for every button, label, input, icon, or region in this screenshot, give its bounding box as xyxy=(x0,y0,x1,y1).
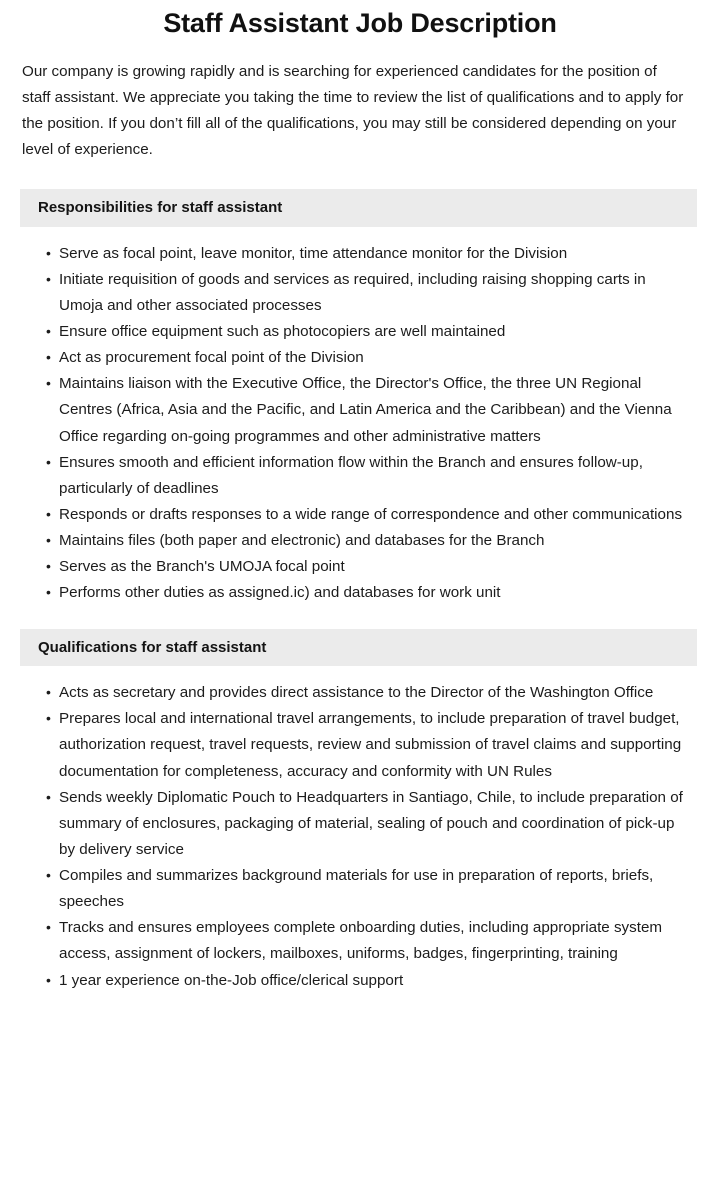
list-item: • Sends weekly Diplomatic Pouch to Headquarters in Santiago, Chile, to include preparation of summary of enclosures, packaging of material, sealing of pouch and coordination of pick-up by delivery service xyxy=(46,785,690,863)
list-item: • Act as procurement focal point of the Division xyxy=(46,345,690,371)
list-item: • Ensures smooth and efficient information flow within the Branch and ensures follow-up, particularly of deadlines xyxy=(46,450,690,502)
list-item: • Tracks and ensures employees complete onboarding duties, including appropriate system access, assignment of lockers, mailboxes, uniforms, badges, fingerprinting, training xyxy=(46,915,690,967)
responsibilities-list xyxy=(0,227,720,607)
section-heading-qualifications: Qualifications for staff assistant xyxy=(20,629,697,667)
list-item: • Performs other duties as assigned.ic) and databases for work unit xyxy=(46,580,690,606)
section-heading-responsibilities: Responsibilities for staff assistant xyxy=(20,189,697,227)
page-title: Staff Assistant Job Description xyxy=(163,8,557,38)
list-item: • Responds or drafts responses to a wide range of correspondence and other communications xyxy=(46,502,690,528)
list-item: • Prepares local and international travel arrangements, to include preparation of travel budget, authorization request, travel requests, review and submission of travel claims and supporting documentation for completeness, accuracy and conformity with UN Rules xyxy=(46,706,690,784)
intro-paragraph: Our company is growing rapidly and is searching for experienced candidates for the position of staff assistant. We appreciate you taking the time to review the list of qualifications and to apply for the position. If you don’t fill all of the qualifications, you may still be considered depending on your level of experience. xyxy=(22,62,684,158)
list-item: • Serves as the Branch's UMOJA focal point xyxy=(46,554,690,580)
list-item: • Compiles and summarizes background materials for use in preparation of reports, briefs, speeches xyxy=(46,863,690,915)
list-item: • Ensure office equipment such as photocopiers are well maintained xyxy=(46,319,690,345)
list-item: • Serve as focal point, leave monitor, time attendance monitor for the Division xyxy=(46,241,690,267)
list-item: • Maintains liaison with the Executive Office, the Director's Office, the three UN Regional Centres (Africa, Asia and the Pacific, and Latin America and the Caribbean) and the Vienna Office regarding on-going programmes and other administrative matters xyxy=(46,371,690,449)
list-item: • 1 year experience on-the-Job office/clerical support xyxy=(46,968,690,994)
list-item: • Initiate requisition of goods and services as required, including raising shopping carts in Umoja and other associated processes xyxy=(46,267,690,319)
list-item: • Acts as secretary and provides direct assistance to the Director of the Washington Office xyxy=(46,680,690,706)
list-item: • Maintains files (both paper and electronic) and databases for the Branch xyxy=(46,528,690,554)
qualifications-list xyxy=(0,666,720,994)
